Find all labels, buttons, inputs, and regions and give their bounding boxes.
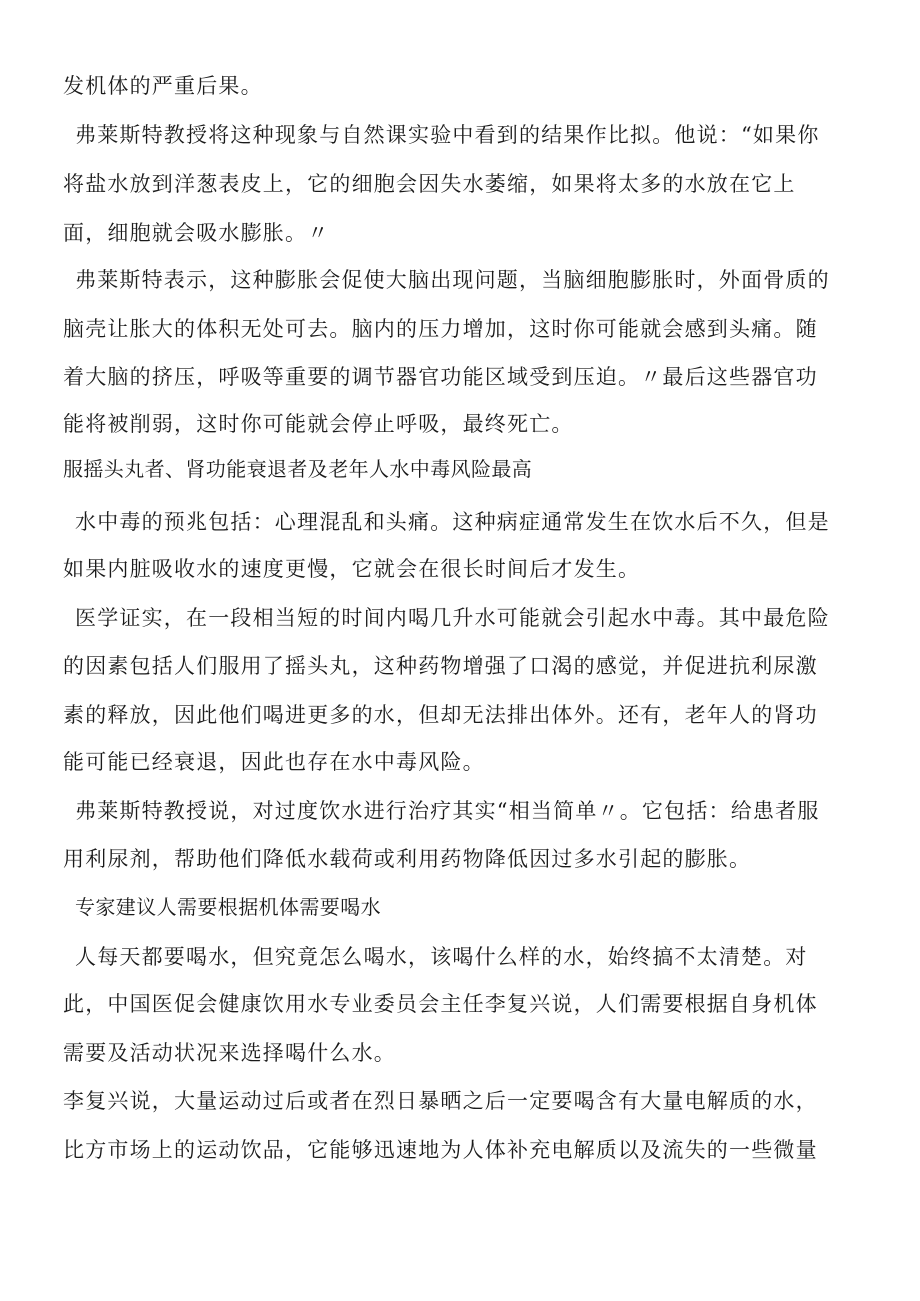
section-heading: 服摇头丸者、肾功能衰退者及老年人水中毒风险最高 <box>63 457 533 481</box>
text-line: 能可能已经衰退，因此也存在水中毒风险。 <box>63 750 485 774</box>
text-line: 能将被削弱，这时你可能就会停止呼吸，最终死亡。 <box>63 412 574 436</box>
text-line: 弗莱斯特教授说，对过度饮水进行治疗其实“相当简单〃。它包括：给患者服 <box>75 799 820 823</box>
text-line: 比方市场上的运动饮品，它能够迅速地为人体补充电解质以及流失的一些微量 <box>63 1138 818 1162</box>
text-line: 用利尿剂，帮助他们降低水载荷或利用药物降低因过多水引起的膨胀。 <box>63 847 752 871</box>
text-line: 脑壳让胀大的体积无处可去。脑内的压力增加，这时你可能就会感到头痛。随 <box>63 317 818 341</box>
text-line: 着大脑的挤压，呼吸等重要的调节器官功能区域受到压迫。〃最后这些器官功 <box>63 365 818 389</box>
text-line: 如果内脏吸收水的速度更慢，它就会在很长时间后才发生。 <box>63 557 641 581</box>
text-line: 弗莱斯特教授将这种现象与自然课实验中看到的结果作比拟。他说：“如果你 <box>75 123 820 147</box>
text-line: 发机体的严重后果。 <box>63 74 263 98</box>
section-heading: 专家建议人需要根据机体需要喝水 <box>75 895 381 919</box>
text-line: 医学证实，在一段相当短的时间内喝几升水可能就会引起水中毒。其中最危险 <box>75 606 830 630</box>
text-line: 水中毒的预兆包括：心理混乱和头痛。这种病症通常发生在饮水后不久，但是 <box>75 510 830 534</box>
text-line: 弗莱斯特表示，这种膨胀会促使大脑出现问题，当脑细胞膨胀时，外面骨质的 <box>75 268 830 292</box>
text-line: 此，中国医促会健康饮用水专业委员会主任李复兴说，人们需要根据自身机体 <box>63 992 818 1016</box>
text-line: 素的释放，因此他们喝进更多的水，但却无法排出体外。还有，老年人的肾功 <box>63 703 818 727</box>
text-line: 需要及活动状况来选择喝什么水。 <box>63 1041 396 1065</box>
text-line: 将盐水放到洋葱表皮上，它的细胞会因失水萎缩，如果将太多的水放在它上 <box>63 172 796 196</box>
text-line: 的因素包括人们服用了摇头丸，这种药物增强了口渴的感觉，并促进抗利尿激 <box>63 654 818 678</box>
text-line: 李复兴说，大量运动过后或者在烈日暴晒之后一定要喝含有大量电解质的水， <box>63 1089 818 1113</box>
text-line: 人每天都要喝水，但究竟怎么喝水，该喝什么样的水，始终搞不太清楚。对 <box>75 945 808 969</box>
text-line: 面，细胞就会吸水膨胀。〃 <box>63 221 330 245</box>
